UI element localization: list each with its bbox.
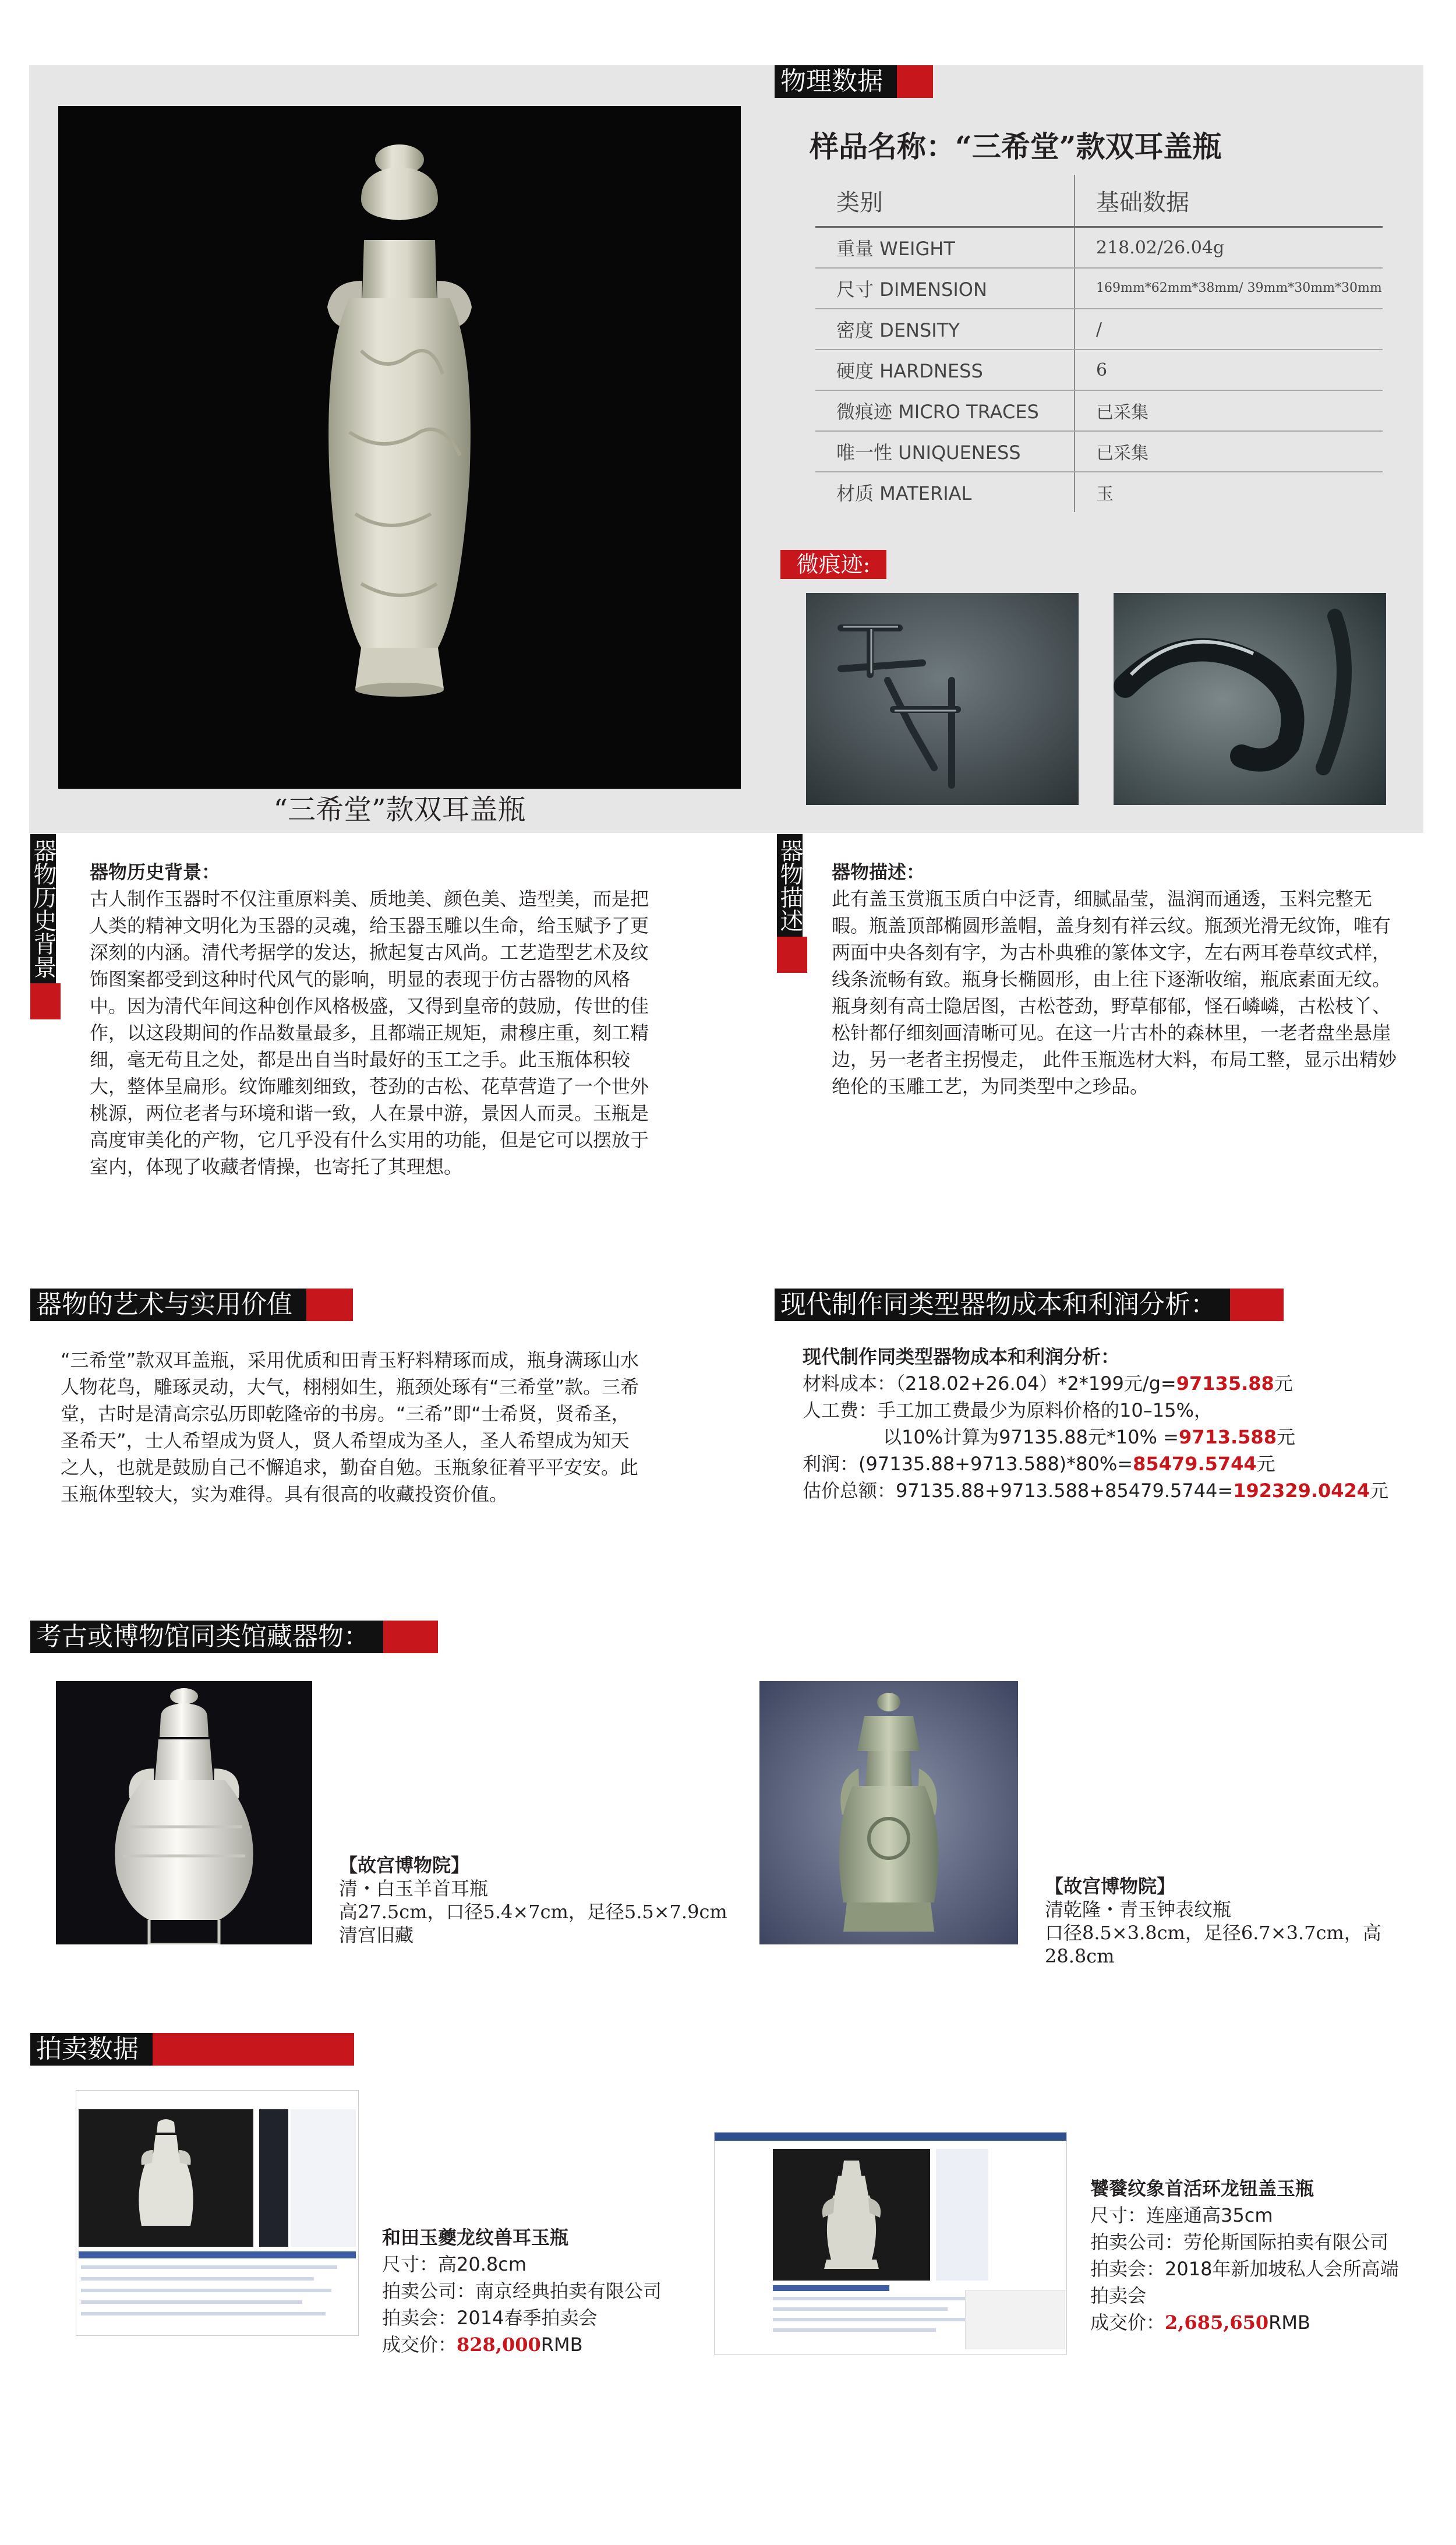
micro-trace-image-2 bbox=[1114, 593, 1386, 805]
labor-cost-value: 9713.588 bbox=[1178, 1426, 1277, 1448]
cost-labor-line-2: 以10%计算为97135.88元*10% =9713.588元 bbox=[883, 1426, 1295, 1448]
spec-header-data: 基础数据 bbox=[1075, 175, 1383, 227]
description-heading: 器物描述： bbox=[832, 861, 925, 883]
museum-item-2-caption bbox=[1045, 1875, 1447, 1968]
spec-row bbox=[815, 390, 1383, 431]
museum-item-1-org: 【故宫博物院】 bbox=[339, 1854, 470, 1876]
micro-trace-photo-1 bbox=[806, 593, 1079, 805]
spec-value: 218.02/26.04g bbox=[1075, 227, 1383, 269]
auction-1-price: 828,000 bbox=[457, 2334, 541, 2356]
spec-label: 重量 WEIGHT bbox=[815, 227, 1075, 269]
spec-value: 已采集 bbox=[1075, 390, 1383, 431]
description-side-tab-label: 器物描述 bbox=[777, 834, 803, 937]
museum-item-1-name: 清・白玉羊首耳瓶 bbox=[339, 1877, 489, 1900]
spec-table bbox=[815, 175, 1383, 512]
auction-2-price-line: 成交价：2,685,650RMB bbox=[1090, 2311, 1310, 2334]
cost-tab-label: 现代制作同类型器物成本和利润分析： bbox=[775, 1289, 1230, 1321]
art-value-tab-label: 器物的艺术与实用价值 bbox=[30, 1289, 306, 1321]
spec-label: 硬度 HARDNESS bbox=[815, 350, 1075, 390]
physical-data-tab bbox=[775, 65, 933, 98]
description-text: 此有盖玉赏瓶玉质白中泛青，细腻晶莹，温润而通透，玉料完整无暇。瓶盖顶部椭圆形盖帽，盖身刻有祥云纹。瓶颈光滑无纹饰，唯有两面中央各刻有字，为古朴典雅的篆体文字，左右两耳卷草纹式样，线条流畅有致。瓶身长椭圆形，由上往下逐渐收缩，瓶底素面无纹。瓶身刻有高士隐居图，古松苍劲，野草郁郁，怪石嶙嶙，古松枝丫、松针都仔细刻画清晰可见。在这一片古朴的森林里，一老者盘坐悬崖边，另一老者主拐慢走， 此件玉瓶选材大料，布局工整，显示出精妙绝伦的玉雕工艺，为同类型中之珍品。 bbox=[832, 888, 1397, 1097]
auction-1-caption bbox=[382, 2224, 708, 2358]
micro-traces-label: 微痕迹: bbox=[780, 550, 886, 579]
museum-item-1-note: 清宫旧藏 bbox=[339, 1924, 414, 1946]
spec-header-category: 类别 bbox=[815, 175, 1075, 227]
history-block bbox=[90, 859, 666, 1180]
art-value-text: “三希堂”款双耳盖瓶，采用优质和田青玉籽料精琢而成，瓶身满琢山水人物花鸟，雕琢灵动，大气，栩栩如生，瓶颈处琢有“三希堂”款。三希堂，古时是清高宗弘历即乾隆帝的书房。“三希”即“士希贤，贤希圣，圣希天”，士人希望成为贤人，贤人希望成为圣人，圣人希望成为知天之人，也就是鼓励自己不懈追求，勤奋自勉。玉瓶象征着平平安安。此玉瓶体型较大，实为难得。具有很高的收藏投资价值。 bbox=[61, 1349, 639, 1505]
spec-row bbox=[815, 268, 1383, 309]
green-jade-clock-vase-image bbox=[759, 1681, 1018, 1944]
spec-label: 材质 MATERIAL bbox=[815, 472, 1075, 512]
spec-label: 唯一性 UNIQUENESS bbox=[815, 431, 1075, 472]
micro-trace-photo-2 bbox=[1114, 593, 1386, 805]
description-block bbox=[832, 859, 1408, 1100]
spec-value: 6 bbox=[1075, 350, 1383, 390]
museum-item-2-name: 清乾隆・青玉钟表纹瓶 bbox=[1045, 1898, 1232, 1921]
museum-item-2-org: 【故宫博物院】 bbox=[1045, 1875, 1176, 1897]
auction-tab-label: 拍卖数据 bbox=[30, 2033, 153, 2066]
auction-2-title: 饕餮纹象首活环龙钮盖玉瓶 bbox=[1090, 2177, 1314, 2200]
spec-row bbox=[815, 431, 1383, 472]
spec-label: 微痕迹 MICRO TRACES bbox=[815, 390, 1075, 431]
description-side-tab bbox=[777, 834, 807, 973]
sample-name-title: 样品名称：“三希堂”款双耳盖瓶 bbox=[810, 129, 1222, 164]
spec-row bbox=[815, 227, 1383, 269]
museum-item-1-photo bbox=[56, 1681, 312, 1944]
museum-item-2-size: 口径8.5×3.8cm，足径6.7×3.7cm，高28.8cm bbox=[1045, 1922, 1381, 1967]
museum-tab bbox=[30, 1621, 438, 1653]
history-side-tab-label: 器物历史背景 bbox=[30, 834, 56, 983]
auction-1-company: 拍卖公司：南京经典拍卖有限公司 bbox=[382, 2280, 662, 2302]
auction-2-screenshot bbox=[714, 2132, 1067, 2355]
cost-block bbox=[803, 1343, 1420, 1504]
spec-table-header bbox=[815, 175, 1383, 227]
auction-2-caption bbox=[1090, 2175, 1405, 2336]
cost-heading: 现代制作同类型器物成本和利润分析： bbox=[803, 1346, 1120, 1368]
total-value: 192329.0424 bbox=[1233, 1480, 1370, 1502]
main-product-photo bbox=[58, 106, 741, 789]
spec-value: / bbox=[1075, 309, 1383, 350]
museum-item-1-size: 高27.5cm，口径5.4×7cm，足径5.5×7.9cm bbox=[339, 1901, 727, 1923]
white-jade-vase-image bbox=[56, 1681, 312, 1944]
spec-label: 密度 DENSITY bbox=[815, 309, 1075, 350]
history-heading: 器物历史背景： bbox=[90, 861, 221, 883]
museum-item-2-photo bbox=[759, 1681, 1018, 1944]
spec-label: 尺寸 DIMENSION bbox=[815, 268, 1075, 309]
auction-1-screenshot bbox=[76, 2090, 359, 2336]
auction-2-vase-thumbnail bbox=[773, 2149, 930, 2281]
physical-data-tab-label: 物理数据 bbox=[775, 65, 897, 98]
museum-tab-label: 考古或博物馆同类馆藏器物： bbox=[30, 1621, 383, 1653]
auction-2-company: 拍卖公司：劳伦斯国际拍卖有限公司 bbox=[1090, 2231, 1389, 2253]
museum-item-1-caption bbox=[339, 1854, 747, 1947]
auction-2-session: 拍卖会：2018年新加坡私人会所高端拍卖会 bbox=[1090, 2258, 1399, 2307]
cost-tab bbox=[775, 1289, 1284, 1321]
auction-1-size: 尺寸：高20.8cm bbox=[382, 2253, 527, 2275]
cost-labor-line-1: 人工费：手工加工费最少为原料价格的10–15%， bbox=[803, 1399, 1213, 1421]
spec-value: 已采集 bbox=[1075, 431, 1383, 472]
material-cost-value: 97135.88 bbox=[1176, 1372, 1274, 1395]
main-photo-caption: “三希堂”款双耳盖瓶 bbox=[273, 793, 526, 826]
spec-value: 169mm*62mm*38mm/ 39mm*30mm*30mm bbox=[1075, 268, 1383, 309]
auction-1-vase-thumbnail bbox=[79, 2109, 253, 2247]
art-value-tab bbox=[30, 1289, 353, 1321]
auction-1-title: 和田玉夔龙纹兽耳玉瓶 bbox=[382, 2226, 569, 2249]
history-side-tab bbox=[30, 834, 61, 1019]
micro-trace-image-1 bbox=[806, 593, 1079, 805]
spec-value: 玉 bbox=[1096, 484, 1114, 504]
auction-1-session: 拍卖会：2014春季拍卖会 bbox=[382, 2307, 598, 2329]
spec-row bbox=[815, 309, 1383, 350]
spec-row bbox=[815, 472, 1383, 512]
cost-material-line: 材料成本：（218.02+26.04）*2*199元/g=97135.88元 bbox=[803, 1372, 1293, 1395]
auction-2-size: 尺寸：连座通高35cm bbox=[1090, 2204, 1273, 2226]
auction-2-price: 2,685,650 bbox=[1165, 2311, 1269, 2334]
auction-tab bbox=[30, 2033, 354, 2066]
spec-row bbox=[815, 350, 1383, 390]
cost-total-line: 估价总额：97135.88+9713.588+85479.5744=192329.0424元 bbox=[803, 1480, 1389, 1502]
jade-vase-image bbox=[58, 106, 741, 789]
auction-1-price-line: 成交价：828,000RMB bbox=[382, 2334, 583, 2356]
history-text: 古人制作玉器时不仅注重原料美、质地美、颜色美、造型美，而是把人类的精神文明化为玉器的灵魂，给玉器玉雕以生命，给玉赋予了更深刻的内涵。清代考据学的发达，掀起复古风尚。工艺造型艺术及纹饰图案都受到这种时代风气的影响，明显的表现于仿古器物的风格中。因为清代年间这种创作风格极盛，又得到皇帝的鼓励，传世的佳作，以这段期间的作品数量最多，且都端正规矩，肃穆庄重，刻工精细，毫无苟且之处，都是出自当时最好的玉工之手。此玉瓶体积较大，整体呈扁形。纹饰雕刻细致，苍劲的古松、花草营造了一个世外桃源，两位老者与环境和谐一致，人在景中游，景因人而灵。玉瓶是高度审美化的产物，它几乎没有什么实用的功能，但是它可以摆放于室内，体现了收藏者情操，也寄托了其理想。 bbox=[90, 888, 649, 1178]
cost-profit-line: 利润：(97135.88+9713.588)*80%=85479.5744元 bbox=[803, 1453, 1275, 1475]
profit-value: 85479.5744 bbox=[1133, 1453, 1257, 1475]
